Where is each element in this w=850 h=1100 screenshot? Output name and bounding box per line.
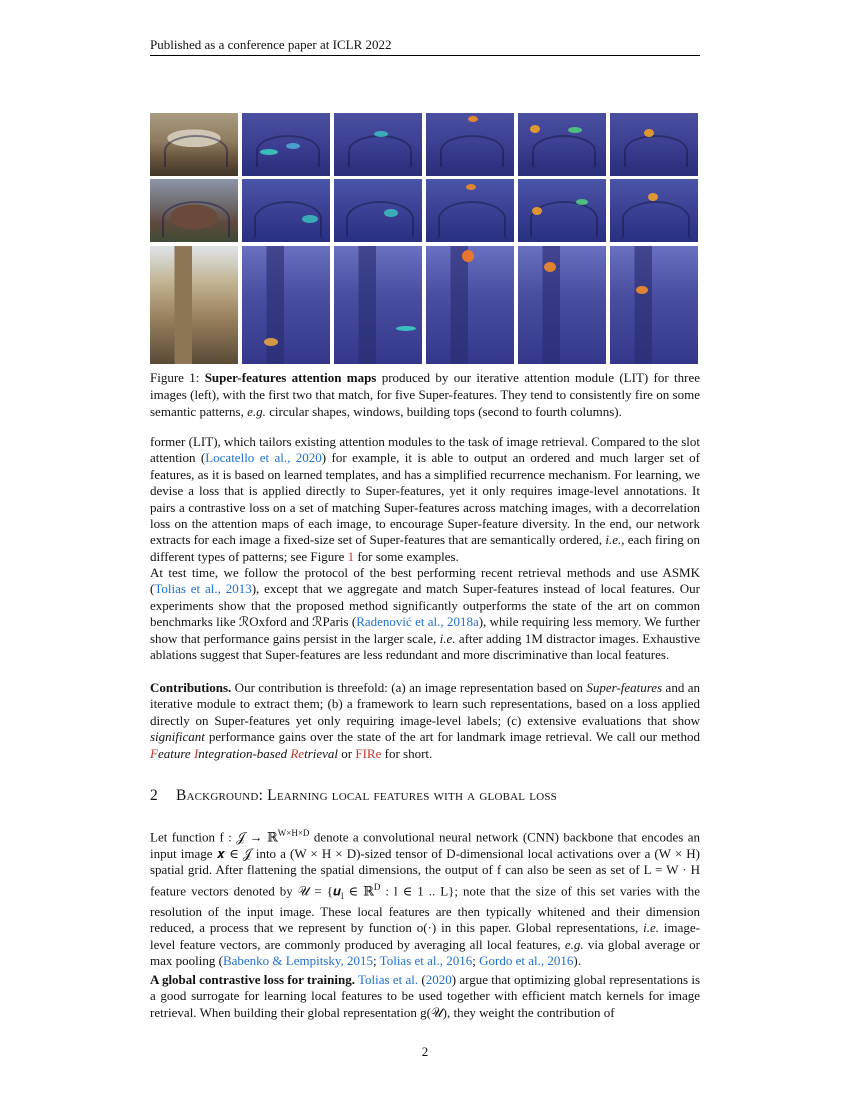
- attention-map-r2-c2: [242, 179, 330, 242]
- attention-map-r3-c6: [610, 246, 698, 364]
- citation-locatello-2020[interactable]: Locatello et al., 2020: [205, 450, 322, 466]
- paragraph-global-contrastive-loss: A global contrastive loss for training. Tolias et al. (2020) argue that optimizing global representations is a good surrogate for learning local features to be used together with efficient match kernels for image retrieval. When building their global representation g(𝒰), they weight the contribution of: [150, 972, 701, 1020]
- paragraph-contributions: Contributions. Our contribution is threefold: (a) an image representation based on Super-features and an iterative module to extract them; (b) a framework to learn such representations, based on a loss applied directly on Super-features yet only requiring image-level labels; (c) extensive evaluations that show significant performance gains over the state of the art for landmark image retrieval. We call our method Feature Integration-based Retrieval or FIRe for short.: [150, 680, 700, 761]
- citation-babenko-2015[interactable]: Babenko & Lempitsky, 2015: [222, 953, 374, 969]
- paragraph-lit-intro: former (LIT), which tailors existing attention modules to the task of image retrieval. Compared to the slot attention (Locatello et al., 2020) for example, it is able to output an ordered and much larger set of features, as it is based on learned templates, and has a simplified recurrence mechanism. For learning, we devise a loss that is applied directly to Super-features, yet it only requires image-level annotations. It pairs a contrastive loss on a set of matching Super-features across matching images, with a decorrelation loss on the attention maps of each image, to encourage Super-feature diversity. In the end, our network extracts for each image a fixed-size set of Super-features that are semantically ordered, i.e., each firing on different types of patterns; see Figure 1 for some examples.: [150, 434, 700, 564]
- paragraph-background: Let function f : 𝒥 → ℝ$^{W\times H\times D}$ denote a convolutional neural network (CNN) backbone that encodes an input image 𝒙 ∈ 𝒥 into a (W × H × D)-sized tensor of D-dimensional local activations over a (W × H) spatial grid. After flattening the spatial dimensions, the output of f can also be seen as set of L = W · H feature vectors denoted by 𝒰 = {𝒖$_l$ ∈ ℝ$^D$ : l ∈ 1 .. L}; note that the size of this set varies with the resolution of the input image. These local features are then typically whitened and their dimension reduced, a process that we represent by function o(·) in this paper. Global representations, i.e. image-level feature vectors, are commonly produced by averaging all local features, e.g. via global average or max pooling (Babenko & Lempitsky, 2015; Tolias et al., 2016; Gordo et al., 2016).: [150, 828, 701, 969]
- attention-map-r2-c3: [334, 179, 422, 242]
- attention-map-r3-c5: [518, 246, 606, 364]
- image-building-tower: [150, 246, 238, 364]
- figure-1-caption: Figure 1: Super-features attention maps produced by our iterative attention module (LIT) for three images (left), with the first two that match, for five Super-features. They tend to consistently fire on some semantic patterns, e.g. circular shapes, windows, building tops (second to fourth columns).: [150, 370, 700, 419]
- figure-1-attention-grid: [150, 113, 700, 364]
- image-bridge-1: [150, 113, 238, 176]
- attention-map-r2-c4: [426, 179, 514, 242]
- citation-gordo-2016[interactable]: Gordo et al., 2016: [479, 953, 574, 969]
- citation-tolias-2020-year[interactable]: 2020: [425, 972, 452, 987]
- method-acronym-fire: FIRe: [355, 745, 382, 761]
- attention-map-r1-c5: [518, 113, 606, 176]
- citation-radenovic-2018a[interactable]: Radenović et al., 2018a: [356, 614, 479, 630]
- citation-tolias-2020[interactable]: Tolias et al.: [358, 972, 419, 987]
- paragraph-test-time: At test time, we follow the protocol of the best performing recent retrieval methods and use ASMK (Tolias et al., 2013), except that we aggregate and match Super-features instead of local features. Our experiments show that the proposed method significantly outperforms the state of the art on common benchmarks like ℛOxford and ℛParis (Radenović et al., 2018a), while requiring less memory. We further show that performance gains persist in the larger scale, i.e. after adding 1M distractor images. Exhaustive ablations suggest that Super-features are less redundant and more discriminative than local features.: [150, 565, 700, 663]
- attention-map-r1-c4: [426, 113, 514, 176]
- page-number: 2: [421, 1044, 429, 1059]
- attention-map-r2-c5: [518, 179, 606, 242]
- section-2-heading: 2 Background: Learning local features with a global loss: [150, 787, 557, 804]
- header-rule: [150, 55, 700, 56]
- attention-map-r1-c2: [242, 113, 330, 176]
- attention-map-r3-c2: [242, 246, 330, 364]
- image-bridge-2: [150, 179, 238, 242]
- attention-map-r2-c6: [610, 179, 698, 242]
- attention-map-r3-c4: [426, 246, 514, 364]
- citation-tolias-2016[interactable]: Tolias et al., 2016: [379, 953, 473, 969]
- running-header: Published as a conference paper at ICLR 2022: [150, 37, 392, 52]
- citation-tolias-2013[interactable]: Tolias et al., 2013: [154, 581, 252, 597]
- attention-map-r1-c3: [334, 113, 422, 176]
- attention-map-r1-c6: [610, 113, 698, 176]
- figure-ref-link[interactable]: 1: [347, 548, 355, 564]
- attention-map-r3-c3: [334, 246, 422, 364]
